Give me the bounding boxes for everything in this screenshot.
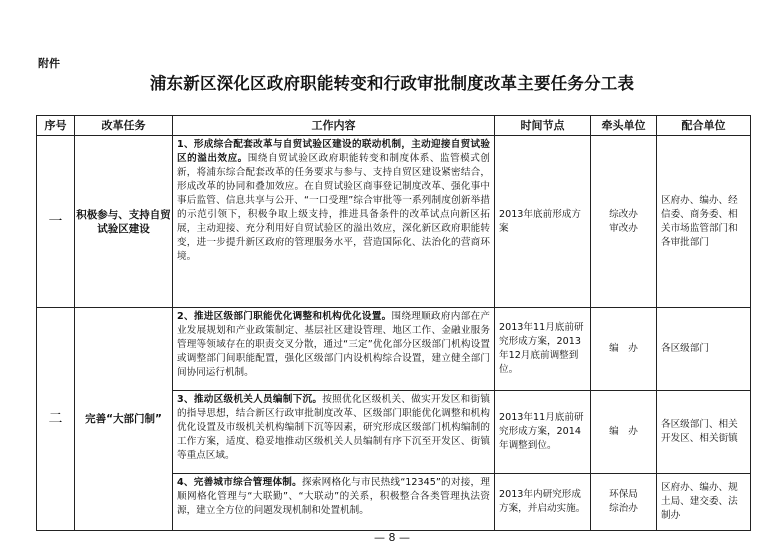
content-heading: 3、推动区级机关人员编制下沉。: [177, 394, 323, 405]
coop-cell: 各区级部门、相关开发区、相关街镇: [657, 391, 751, 474]
content-heading: 2、推进区级部门职能优化调整和机构优化设置。: [177, 311, 392, 322]
table-row: [37, 308, 751, 391]
lead-cell: 编 办: [591, 391, 657, 474]
content-body: 围绕理顺政府内部在产业发展规划和产业政策制定、基层社区建设管理、地区工作、金融业服务管理等领域存在的职责交叉分散，通过“三定”优化部分区级部门机构设置或调整部门间职能配置，强化区级部门内设机构综合设置，建立健全部门间协同运行机制。: [177, 311, 490, 378]
seq-cell: 一: [37, 136, 75, 308]
task-cell: 完善“大部门制”: [75, 308, 173, 531]
time-cell: 2013年11月底前研究形成方案，2013年12月底前调整到位。: [495, 308, 591, 391]
header-content: 工作内容: [173, 116, 495, 136]
header-task: 改革任务: [75, 116, 173, 136]
content-body: 围绕自贸试验区政府职能转变和制度体系、监管模式创新，将浦东综合配套改革的任务要求与参与、支持自贸区建设紧密结合，形成改革的协同和叠加效应。在自贸试验区商事登记制度改革、强化事中事后监管、信息共享与公开、“一口受理”综合审批等一系列制度创新举措的示范引领下，积极争取上级支持，推进具备条件的改革试点向新区拓展，主动迎接、充分利用好自贸试验区的溢出效应，深化新区政府职能转变，进一步提升新区政府的管理服务水平，营造国际化、法治化的营商环境。: [177, 153, 491, 262]
task-cell: 积极参与、支持自贸试验区建设: [75, 136, 173, 308]
content-body: 按照优化区级机关、做实开发区和街镇的指导思想，结合新区行政审批制度改革、区级部门职能优化调整和机构优化设置及市级机关机构编制下沉等因素，研究形成区级部门机构编制的工作方案，适度、稳妥地推动区级机关人员编制有序下沉至开发区、街镇等重点区域。: [177, 394, 490, 461]
content-cell: [173, 474, 495, 531]
content-cell: [173, 136, 495, 308]
content-heading: 1、形成综合配套改革与自贸试验区建设的联动机制，主动迎接自贸试验区的溢出效应。: [177, 139, 490, 164]
time-cell: 2013年11月底前研究形成方案，2014年调整到位。: [495, 391, 591, 474]
lead-cell: 编 办: [591, 308, 657, 391]
header-coop: 配合单位: [657, 116, 751, 136]
task-table: [36, 115, 751, 531]
lead-cell: 综改办 审改办: [591, 136, 657, 308]
time-cell: 2013年内研究形成方案，并启动实施。: [495, 474, 591, 531]
coop-cell: 各区级部门: [657, 308, 751, 391]
content-body: 探索网格化与市民热线“12345”的对接，理顺网格化管理与“大联勤”、“大联动”的关系，积极整合各类管理执法资源，建立全方位的问题发现机制和处置机制。: [177, 477, 490, 516]
coop-cell: 区府办、编办、经信委、商务委、相关市场监管部门和各审批部门: [657, 136, 751, 308]
table-header-row: [37, 116, 751, 136]
attachment-label: 附件: [38, 57, 60, 70]
content-heading: 4、完善城市综合管理体制。: [177, 477, 302, 488]
coop-cell: 区府办、编办、规土局、建交委、法制办: [657, 474, 751, 531]
table-row: [37, 136, 751, 308]
header-time: 时间节点: [495, 116, 591, 136]
content-cell: [173, 308, 495, 391]
seq-cell: 二: [37, 308, 75, 531]
content-cell: [173, 391, 495, 474]
page-title: 浦东新区深化区政府职能转变和行政审批制度改革主要任务分工表: [149, 74, 635, 93]
page-number: — 8 —: [374, 531, 410, 544]
time-cell: 2013年底前形成方案: [495, 136, 591, 308]
header-seq: 序号: [37, 116, 75, 136]
lead-cell: 环保局 综治办: [591, 474, 657, 531]
header-lead: 牵头单位: [591, 116, 657, 136]
